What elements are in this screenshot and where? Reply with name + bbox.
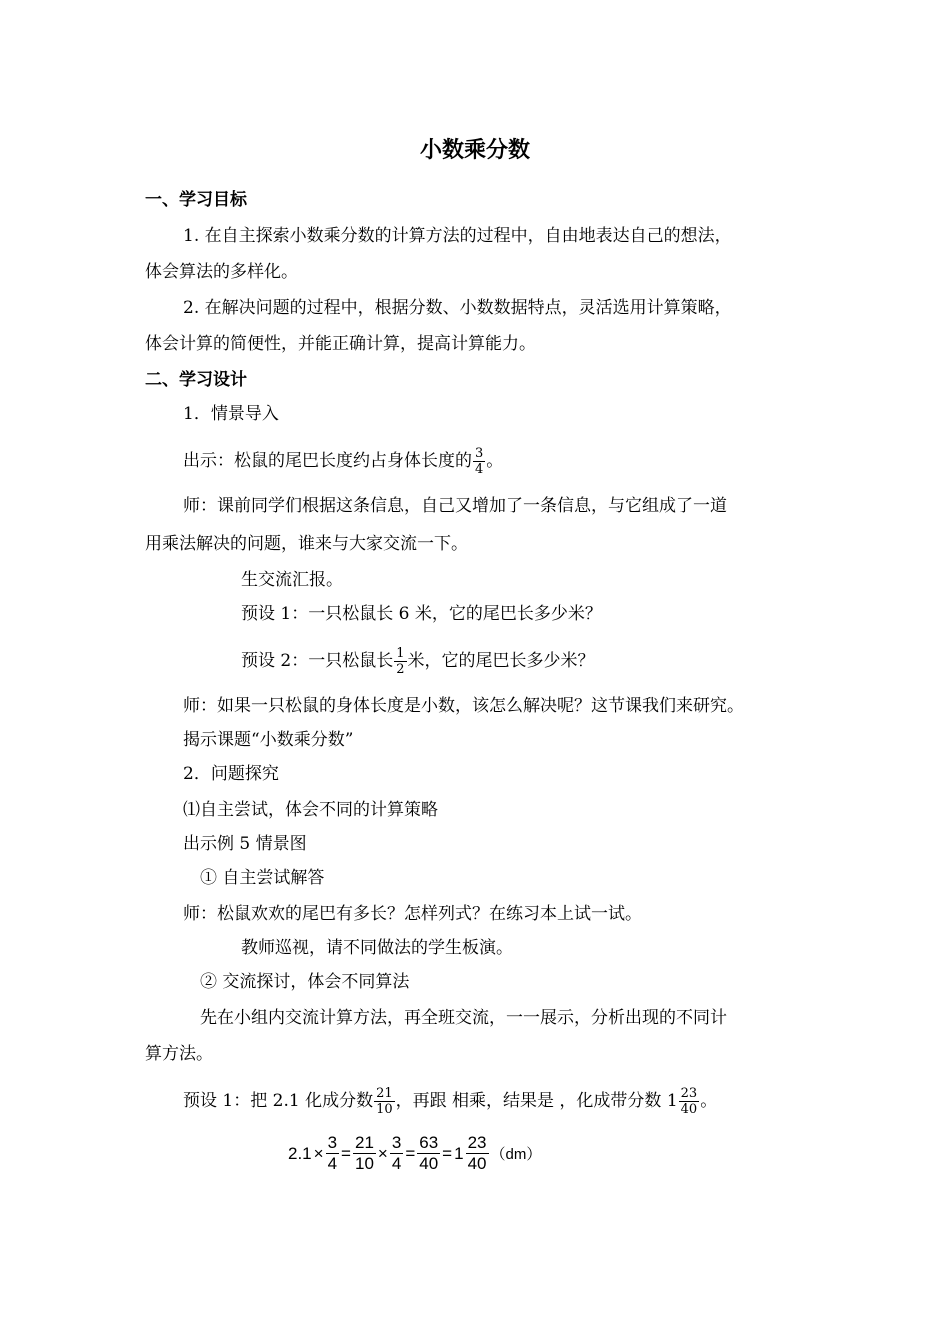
preset-2: 预设 2：一只松鼠长 $\frac{1}{2}$ 米，它的尾巴长多少米？ [241, 646, 595, 677]
group-line-2: 算方法。 [145, 1044, 213, 1064]
group-line-1: 先在小组内交流计算方法，再全班交流，一一展示，分析出现的不同计 [200, 1008, 727, 1028]
teacher-1-line-2: 用乘法解决的问题，谁来与大家交流一下。 [145, 534, 468, 554]
step-1-title: 1．情景导入 [183, 404, 279, 424]
fraction-23-40: $\frac{23}{40}$ [680, 1086, 698, 1117]
show-statement: 出示：松鼠的尾巴长度约占身体长度的 $\frac{3}{4}$ 。 [183, 446, 504, 477]
section-heading-design: 二、学习设计 [145, 370, 247, 390]
eq-fraction-4: $\frac{63}{40}$ [419, 1133, 439, 1173]
show-prefix: 出示：松鼠的尾巴长度约占身体长度的 [183, 451, 472, 471]
fraction-21-10: $\frac{21}{10}$ [376, 1086, 393, 1117]
sub-step-1: ⑴自主尝试，体会不同的计算策略 [183, 800, 438, 820]
goal-1-line-2: 体会算法的多样化。 [145, 262, 298, 282]
teacher-2: 师：如果一只松鼠的身体长度是小数，该怎么解决呢？这节课我们来研究。 [183, 696, 744, 716]
show-example: 出示例 5 情景图 [183, 834, 307, 854]
teacher-1-line-1: 师：课前同学们根据这条信息，自己又增加了一条信息，与它组成了一道 [183, 496, 727, 516]
reveal-topic: 揭示课题“小数乘分数” [183, 730, 354, 750]
eq-fraction-1: $\frac{3}{4}$ [327, 1133, 338, 1173]
section-heading-goals: 一、学习目标 [145, 190, 247, 210]
goal-2-line-2: 体会计算的简便性，并能正确计算，提高计算能力。 [145, 334, 536, 354]
preset-1: 预设 1：一只松鼠长 6 米，它的尾巴长多少米？ [241, 604, 602, 624]
goal-2-line-1: 2. 在解决问题的过程中，根据分数、小数数据特点，灵活选用计算策略， [183, 298, 732, 318]
equation: 2.1 × $\frac{3}{4}$ = $\frac{21}{10}$ × $\frac{3}{4}$ = $\frac{63}{40}$ = 1 $\frac{23}{40}$ （dm） [288, 1133, 542, 1173]
step-2-title: 2．问题探究 [183, 764, 279, 784]
fraction-one-half: $\frac{1}{2}$ [396, 646, 405, 677]
goal-1-line-1: 1. 在自主探索小数乘分数的计算方法的过程中，自由地表达自己的想法， [183, 226, 732, 246]
eq-fraction-5: $\frac{23}{40}$ [467, 1133, 487, 1173]
fraction-three-quarters: $\frac{3}{4}$ [475, 446, 484, 477]
eq-fraction-3: $\frac{3}{4}$ [391, 1133, 402, 1173]
equation-unit: （dm） [490, 1146, 542, 1163]
page-title: 小数乘分数 [419, 137, 530, 163]
eq-fraction-2: $\frac{21}{10}$ [354, 1133, 374, 1173]
circle-step-1: ① 自主尝试解答 [200, 868, 325, 888]
student-report: 生交流汇报。 [241, 570, 343, 590]
circle-step-2: ② 交流探讨，体会不同算法 [200, 972, 410, 992]
teacher-patrol: 教师巡视，请不同做法的学生板演。 [241, 938, 513, 958]
teacher-3: 师：松鼠欢欢的尾巴有多长？怎样列式？在练习本上试一试。 [183, 904, 642, 924]
preset-3: 预设 1：把 2.1 化成分数 $\frac{21}{10}$ ，再跟 相乘，结果是 ，化成带分数 1 $\frac{23}{40}$ 。 [183, 1086, 718, 1117]
